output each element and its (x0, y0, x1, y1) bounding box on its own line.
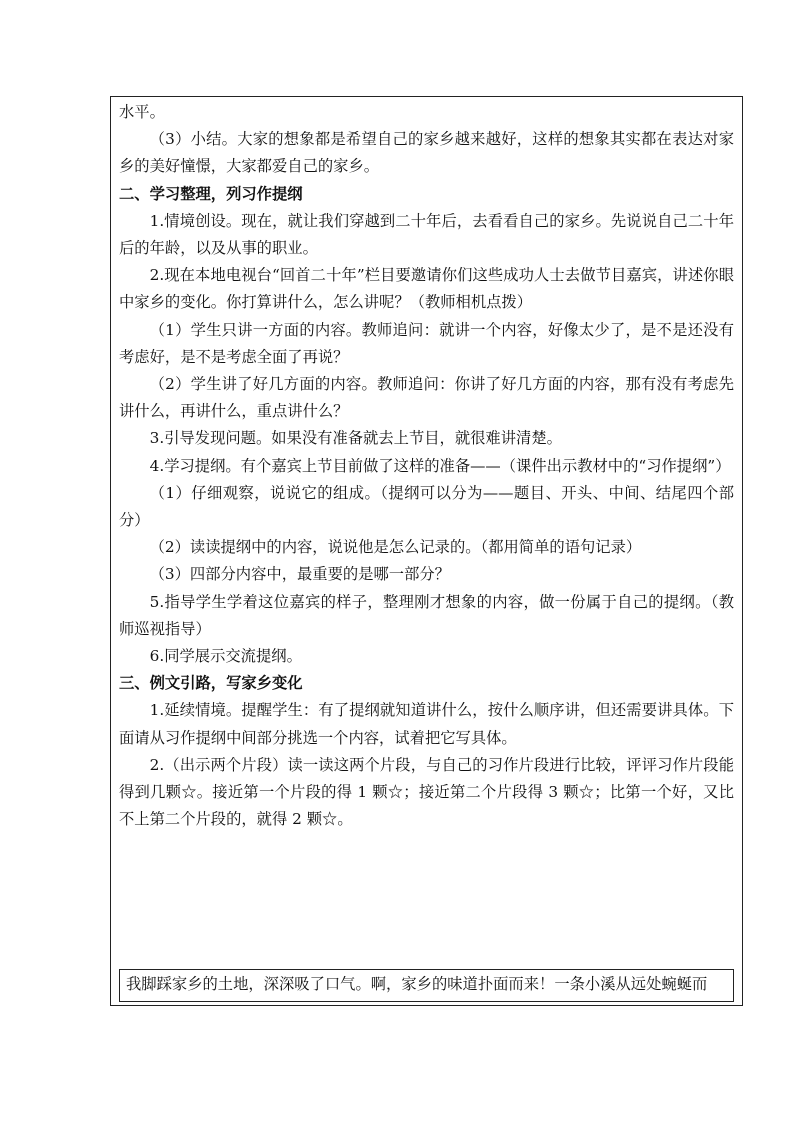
section-heading-2: 二、学习整理，列习作提纲 (119, 184, 303, 203)
lesson-plan-table-cell (110, 96, 743, 1006)
paragraph: 1.延续情境。提醒学生：有了提纲就知道讲什么，按什么顺序讲，但还需要讲具体。下面请从习作提纲中间部分挑选一个内容，试着把它写具体。 (119, 701, 734, 747)
excerpt-box: 我脚踩家乡的土地，深深吸了口气。啊，家乡的味道扑面而来！一条小溪从远处蜿蜒而 (119, 969, 734, 1002)
paragraph: （1）仔细观察，说说它的组成。（提纲可以分为——题目、开头、中间、结尾四个部分） (119, 483, 734, 530)
paragraph: 4.学习提纲。有个嘉宾上节目前做了这样的准备——（课件出示教材中的“习作提纲”） (149, 456, 731, 475)
section-heading-3: 三、例文引路，写家乡变化 (119, 674, 303, 693)
paragraph-summary: （3）小结。大家的想象都是希望自己的家乡越来越好，这样的想象其实都在表达对家乡的美好憧憬，大家都爱自己的家乡。 (119, 130, 734, 176)
continued-text: 水平。 (119, 103, 165, 121)
paragraph: 5.指导学生学着这位嘉宾的样子，整理刚才想象的内容，做一份属于自己的提纲。（教师巡视指导） (119, 592, 734, 638)
paragraph: 2.（出示两个片段）读一读这两个片段，与自己的习作片段进行比较，评评习作片段能得到几颗☆。接近第一个片段的得 1 颗☆；接近第二个片段得 3 颗☆；比第一个好，又比不上第二个片段的，就得 2 颗☆。 (119, 755, 734, 829)
paragraph: 3.引导发现问题。如果没有准备就去上节目，就很难讲清楚。 (149, 429, 562, 448)
paragraph: 1.情境创设。现在，就让我们穿越到二十年后，去看看自己的家乡。先说说自己二十年后的年龄，以及从事的职业。 (119, 211, 734, 258)
paragraph: （2）读读提纲中的内容，说说他是怎么记录的。（都用简单的语句记录） (149, 538, 642, 557)
paragraph: 2.现在本地电视台“回首二十年”栏目要邀请你们这些成功人士去做节目嘉宾，讲述你眼中家乡的变化。你打算讲什么，怎么讲呢？（教师相机点拨） (119, 266, 734, 312)
lesson-content (119, 99, 734, 833)
paragraph: （2）学生讲了好几方面的内容。教师追问：你讲了好几方面的内容，那有没有考虑先讲什么，再讲什么，重点讲什么？ (119, 375, 734, 421)
paragraph: （1）学生只讲一方面的内容。教师追问：就讲一个内容，好像太少了，是不是还没有考虑好，是不是考虑全面了再说？ (119, 320, 734, 366)
paragraph: （3）四部分内容中，最重要的是哪一部分？ (149, 565, 450, 584)
paragraph: 6.同学展示交流提纲。 (149, 647, 302, 666)
